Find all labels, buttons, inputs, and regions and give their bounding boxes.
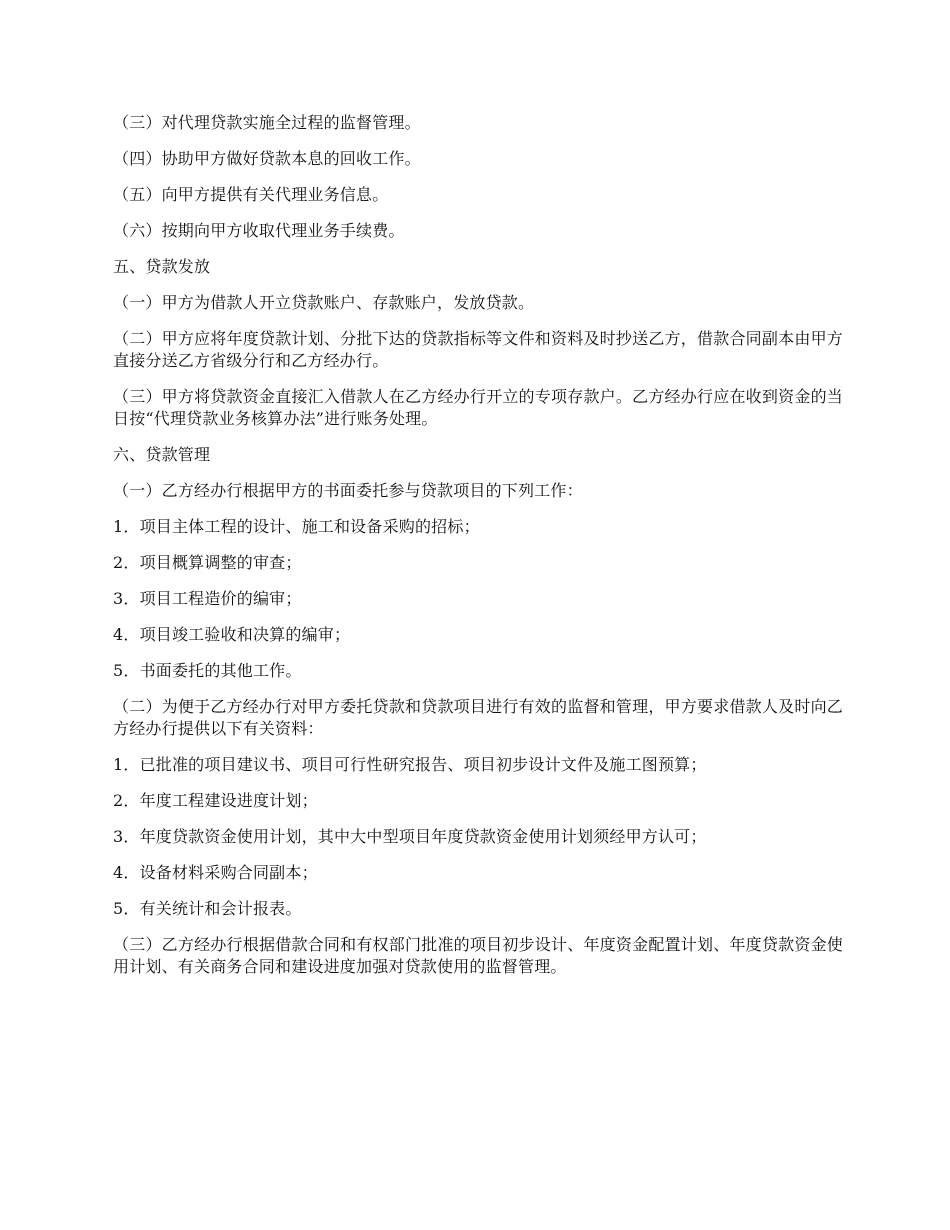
list-item: 1．项目主体工程的设计、施工和设备采购的招标； [113, 517, 480, 536]
paragraph-item: （三）甲方将贷款资金直接汇入借款人在乙方经办行开立的专项存款户。乙方经办行应在收到资金的当日按“代理贷款业务核算办法”进行账务处理。 [113, 387, 843, 428]
list-item: 1．已批准的项目建议书、项目可行性研究报告、项目初步设计文件及施工图预算； [113, 755, 707, 774]
paragraph-item: （二）甲方应将年度贷款计划、分批下达的贷款指标等文件和资料及时抄送乙方，借款合同副本由甲方直接分送乙方省级分行和乙方经办行。 [113, 329, 843, 370]
list-item: 3．年度贷款资金使用计划，其中大中型项目年度贷款资金使用计划须经甲方认可； [113, 827, 707, 846]
document-body [113, 112, 843, 992]
paragraph-item: （一）甲方为借款人开立贷款账户、存款账户，发放贷款。 [113, 293, 535, 312]
list-item: 5．有关统计和会计报表。 [113, 899, 302, 918]
section-heading: 五、贷款发放 [113, 257, 211, 276]
list-item: 2．项目概算调整的审查； [113, 553, 302, 572]
list-item: 5．书面委托的其他工作。 [113, 661, 302, 680]
list-item: 3．项目工程造价的编审； [113, 589, 302, 608]
section-heading: 六、贷款管理 [113, 445, 211, 464]
list-item: 4．项目竣工验收和决算的编审； [113, 625, 351, 644]
list-item: 2．年度工程建设进度计划； [113, 791, 318, 810]
paragraph-item: （二）为便于乙方经办行对甲方委托贷款和贷款项目进行有效的监督和管理，甲方要求借款人及时向乙方经办行提供以下有关资料： [113, 697, 843, 738]
paragraph-item: （三）乙方经办行根据借款合同和有权部门批准的项目初步设计、年度资金配置计划、年度贷款资金使用计划、有关商务合同和建设进度加强对贷款使用的监督管理。 [113, 935, 843, 976]
paragraph-item: （五）向甲方提供有关代理业务信息。 [113, 185, 389, 204]
paragraph-item: （三）对代理贷款实施全过程的监督管理。 [113, 113, 421, 132]
paragraph-item: （六）按期向甲方收取代理业务手续费。 [113, 221, 405, 240]
list-item: 4．设备材料采购合同副本； [113, 863, 318, 882]
paragraph-item: （一）乙方经办行根据甲方的书面委托参与贷款项目的下列工作： [113, 481, 583, 500]
paragraph-item: （四）协助甲方做好贷款本息的回收工作。 [113, 149, 421, 168]
